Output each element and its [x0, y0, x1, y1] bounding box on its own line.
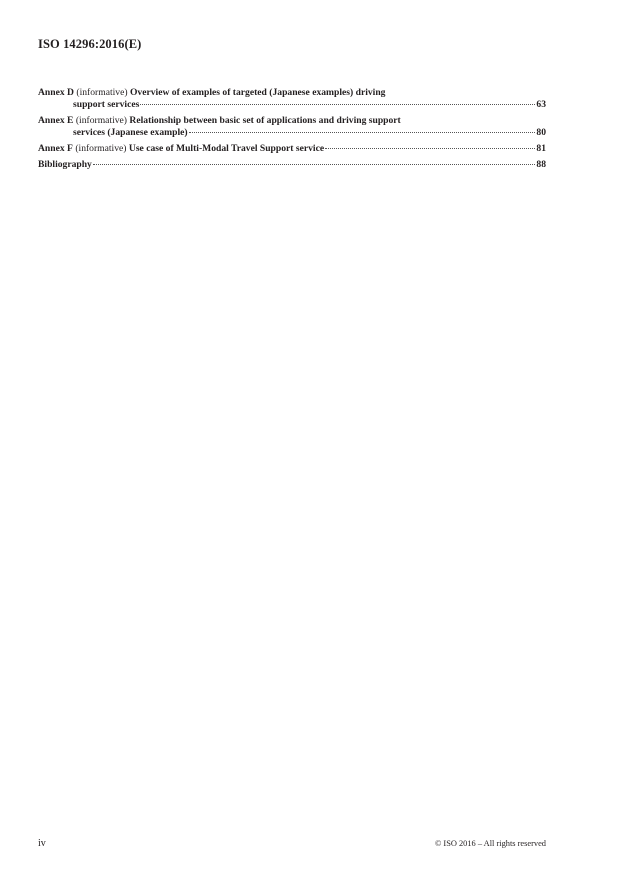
- toc-entry-title: Relationship between basic set of applications and driving support: [129, 115, 401, 126]
- toc-leader-dots: [140, 104, 535, 105]
- toc-entry-bibliography[interactable]: [38, 159, 546, 171]
- toc-leader-dots: [93, 164, 536, 165]
- toc-entry-type: (informative): [75, 143, 127, 154]
- toc-entry-label: Annex F: [38, 143, 73, 154]
- toc-page-number: 81: [536, 143, 546, 154]
- toc-leader-dots: [325, 148, 535, 149]
- table-of-contents: [38, 87, 546, 175]
- toc-entry-title: Bibliography: [38, 159, 92, 170]
- toc-entry-title: Overview of examples of targeted (Japanese examples) driving: [129, 87, 386, 98]
- document-id-header: ISO 14296:2016(E): [38, 37, 142, 51]
- copyright-footer: © ISO 2016 – All rights reserved: [434, 839, 546, 848]
- toc-page-number: 80: [536, 127, 546, 138]
- toc-entry-annex-e[interactable]: [38, 115, 546, 139]
- toc-page-number: 63: [536, 99, 546, 110]
- toc-entry-type: (informative): [76, 87, 128, 98]
- toc-page-number: 88: [536, 159, 546, 170]
- toc-entry-label: Annex D: [38, 87, 74, 98]
- toc-entry-annex-f[interactable]: [38, 143, 546, 155]
- toc-entry-annex-d[interactable]: [38, 87, 546, 111]
- page-number-footer: iv: [38, 838, 46, 849]
- toc-entry-label: Annex E: [38, 115, 74, 126]
- toc-entry-title: Use case of Multi-Modal Travel Support service: [128, 143, 325, 154]
- toc-entry-title-continued: support services: [73, 99, 140, 110]
- toc-entry-title-continued: services (Japanese example): [73, 127, 188, 138]
- toc-entry-type: (informative): [75, 115, 128, 126]
- toc-leader-dots: [189, 132, 536, 133]
